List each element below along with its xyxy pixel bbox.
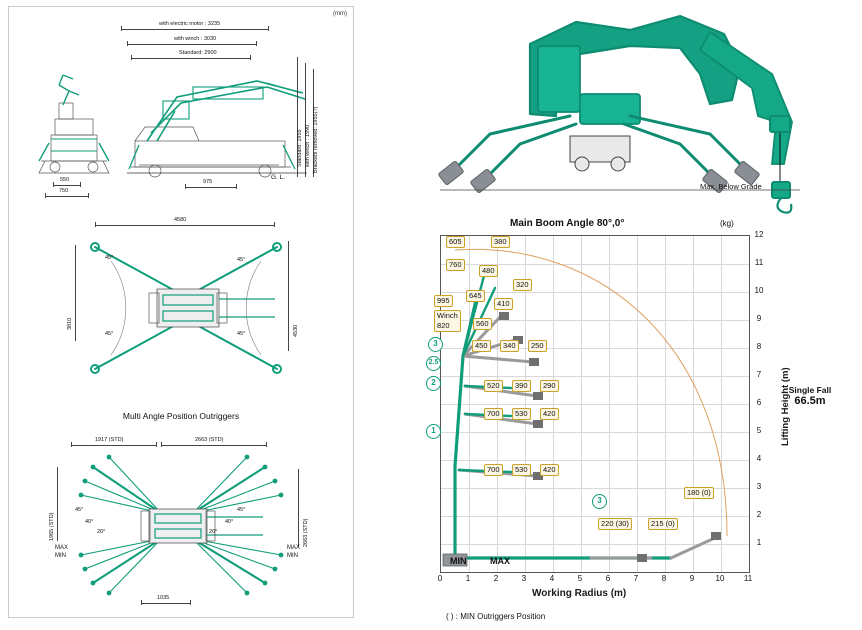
x-axis-title: Working Radius (m)	[532, 588, 627, 599]
single-fall-line2: 66.5m	[794, 395, 826, 407]
capacity-520: 520	[484, 380, 503, 392]
ytick-3: 3	[756, 482, 762, 491]
chart-unit-badge: (kg)	[720, 219, 734, 228]
angle-label-2: 45°	[105, 331, 114, 337]
xtick-7: 7	[633, 574, 639, 583]
capacity-340: 340	[500, 340, 519, 352]
angle-out-5: 40°	[225, 519, 234, 525]
capacity-480: 480	[479, 265, 498, 277]
boom-stage-2-5: 2.5	[426, 356, 441, 371]
ytick-9: 9	[756, 314, 762, 323]
axis-marker-max: MAX	[490, 556, 510, 566]
xtick-5: 5	[577, 574, 583, 583]
xtick-8: 8	[661, 574, 667, 583]
capacity-760: 760	[446, 259, 465, 271]
chart-footnote: ( ) : MIN Outriggers Position	[446, 612, 546, 621]
ytick-11: 11	[754, 258, 764, 267]
capacity-700-upper: 700	[484, 408, 503, 420]
capacity-410: 410	[494, 298, 513, 310]
capacity-995: 995	[434, 295, 453, 307]
dim-4580: 4580	[174, 217, 187, 223]
ytick-7: 7	[756, 370, 762, 379]
outrigger-max-right: MAX	[287, 545, 301, 551]
capacity-530-lower: 530	[512, 464, 531, 476]
outrigger-min-right: MIN	[287, 553, 298, 559]
dim-standard-height: Standard: 1955	[297, 129, 303, 167]
winch-label: Winch	[437, 311, 458, 320]
single-fall-line1: Single Fall	[788, 385, 832, 395]
angle-out-1: 45°	[75, 507, 84, 513]
capacity-530-upper: 530	[512, 408, 531, 420]
ytick-8: 8	[756, 342, 762, 351]
ytick-5: 5	[756, 426, 762, 435]
capacity-winch-820	[434, 310, 461, 332]
winch-value: 820	[437, 321, 450, 330]
angle-label-4: 45°	[237, 331, 246, 337]
capacity-220-30: 220 (30)	[598, 518, 632, 530]
dim-4530: 4530	[293, 324, 299, 337]
dim-750: 750	[59, 188, 69, 194]
angle-out-3: 20°	[97, 529, 106, 535]
ytick-4: 4	[756, 454, 762, 463]
ytick-10: 10	[754, 286, 764, 295]
xtick-0: 0	[437, 574, 443, 583]
boom-stage-2: 2	[426, 376, 441, 391]
xtick-11: 11	[743, 574, 753, 583]
plan-view-drawing	[9, 205, 353, 405]
chart-title: Main Boom Angle 80°,0°	[510, 218, 625, 229]
capacity-420-lower: 420	[540, 464, 559, 476]
axis-marker-min: MIN	[450, 556, 467, 566]
capacity-450: 450	[472, 340, 491, 352]
boom-stage-1: 1	[426, 424, 441, 439]
dim-3810: 3810	[67, 317, 73, 330]
capacity-700-lower: 700	[484, 464, 503, 476]
capacity-390: 390	[512, 380, 531, 392]
ytick-2: 2	[756, 510, 762, 519]
dim-1035: 1035	[157, 595, 170, 601]
max-below-grade-label: Max. Below Grade	[700, 182, 762, 191]
ytick-12: 12	[754, 230, 764, 239]
dim-2663-std: 2663 (STD)	[195, 437, 224, 443]
capacity-215-0: 215 (0)	[648, 518, 678, 530]
xtick-3: 3	[521, 574, 527, 583]
capacity-250: 250	[528, 340, 547, 352]
capacity-290: 290	[540, 380, 559, 392]
angle-label-3: 45°	[237, 257, 246, 263]
capacity-420-upper: 420	[540, 408, 559, 420]
boom-stage-3-upper: 3	[428, 337, 443, 352]
dim-standard: Standard: 2900	[179, 50, 217, 56]
boom-stage-3-lower: 3	[592, 494, 607, 509]
dim-1965-std: 1965 (STD)	[49, 512, 55, 541]
capacity-180-0: 180 (0)	[684, 487, 714, 499]
dim-with-winch-height: with winch : 1990	[305, 124, 311, 167]
dim-with-winch: with winch : 3030	[174, 36, 217, 42]
capacity-560: 560	[473, 318, 492, 330]
crane-illustration	[380, 4, 850, 224]
xtick-6: 6	[605, 574, 611, 583]
right-crane-panel	[360, 0, 860, 630]
angle-out-6: 20°	[209, 529, 218, 535]
outrigger-min-left: MIN	[55, 553, 66, 559]
angle-out-4: 45°	[237, 507, 246, 513]
capacity-380: 380	[491, 236, 510, 248]
capacity-320: 320	[513, 279, 532, 291]
ytick-1: 1	[756, 538, 762, 547]
capacity-605: 605	[446, 236, 465, 248]
capacity-645: 645	[466, 290, 485, 302]
dim-550: 550	[60, 177, 70, 183]
outrigger-positions-drawing	[9, 411, 353, 617]
ytick-6: 6	[756, 398, 762, 407]
dim-2663-std-side: 2663 (STD)	[303, 518, 309, 547]
angle-label-1: 45°	[105, 255, 114, 261]
outriggers-caption: Multi Angle Position Outriggers	[122, 411, 240, 421]
dim-975: 975	[203, 179, 213, 185]
unit-note: (mm)	[333, 11, 347, 17]
ground-level-label: G. L.	[271, 174, 286, 181]
load-chart	[360, 216, 860, 630]
dim-brackets-removed-height: Brackets removed: 1955(?)	[313, 106, 319, 173]
xtick-4: 4	[549, 574, 555, 583]
xtick-2: 2	[493, 574, 499, 583]
outrigger-max-left: MAX	[55, 545, 69, 551]
xtick-1: 1	[465, 574, 471, 583]
xtick-9: 9	[689, 574, 695, 583]
side-view-drawing	[9, 7, 353, 202]
dim-1917-std: 1917 (STD)	[95, 437, 124, 443]
chart-plot-area	[440, 235, 750, 573]
xtick-10: 10	[715, 574, 725, 583]
angle-out-2: 40°	[85, 519, 94, 525]
y-axis-title: Lifting Height (m)	[780, 367, 791, 446]
left-dimension-panel	[8, 6, 354, 618]
dim-with-electric-motor: with electric motor : 3235	[159, 21, 221, 27]
